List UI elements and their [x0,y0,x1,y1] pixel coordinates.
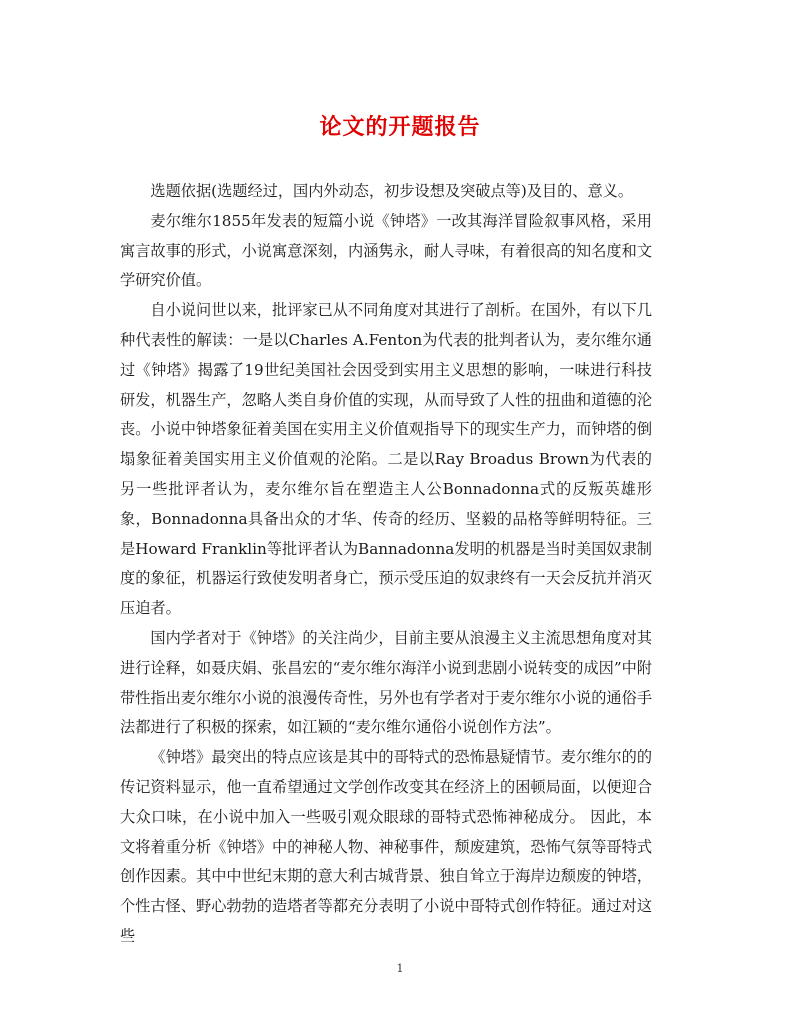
document-title: 论文的开题报告 [319,114,481,140]
paragraph-domestic-research: 国内学者对于《钟塔》的关注尚少，目前主要从浪漫主义主流思想角度对其进行诠释，如聂庆娟、张昌宏的“麦尔维尔海洋小说到悲剧小说转变的成因”中附带性指出麦尔维尔小说的浪漫传奇性，另外也有学者对于麦尔维尔小说的通俗手法都进行了积极的探索，如江颖的“麦尔维尔通俗小说创作方法”。 [120,628,652,737]
paragraph-introduction: 麦尔维尔1855年发表的短篇小说《钟塔》一改其海洋冒险叙事风格，采用寓言故事的形式，小说寓意深刻，内涵隽永，耐人寻味，有着很高的知名度和文学研究价值。 [120,211,652,290]
paragraph-purpose: 选题依据(选题经过，国内外动态，初步设想及突破点等)及目的、意义。 [150,182,634,200]
document-body [120,177,652,952]
paragraph-foreign-research: 自小说问世以来，批评家已从不同角度对其进行了剖析。在国外，有以下几种代表性的解读：一是以Charles A.Fenton为代表的批判者认为，麦尔维尔通过《钟塔》揭露了19世纪美国社会因受到实用主义思想的影响，一味进行科技研发，机器生产，忽略人类自身价值的实现，从而导致了人性的扭曲和道德的沦丧。小说中钟塔象征着美国在实用主义价值观指导下的现实生产力，而钟塔的倒塌象征着美国实用主义价值观的沦陷。二是以Ray Broadus Brown为代表的另一些批评者认为，麦尔维尔旨在塑造主人公Bonnadonna式的反叛英雄形象，Bonnadonna具备出众的才华、传奇的经历、坚毅的品格等鲜明特征。三是Howard Franklin等批评者认为Bannadonna发明的机器是当时美国奴隶制度的象征，机器运行致使发明者身亡，预示受压迫的奴隶终有一天会反抗并消灭压迫者。 [120,301,652,618]
page-number: 1 [396,962,404,975]
paragraph-gothic-features: 《钟塔》最突出的特点应该是其中的哥特式的恐怖悬疑情节。麦尔维尔的的传记资料显示，他一直希望通过文学创作改变其在经济上的困顿局面，以便迎合大众口味，在小说中加入一些吸引观众眼球的哥特式恐怖神秘成分。 因此，本文将着重分析《钟塔》中的神秘人物、神秘事件，颓废建筑，恐怖气氛等哥特式创作因素。其中中世纪末期的意大利古城背景、独自耸立于海岸边颓废的钟塔，个性古怪、野心勃勃的造塔者等都充分表明了小说中哥特式创作特征。通过对这些 [120,748,652,945]
